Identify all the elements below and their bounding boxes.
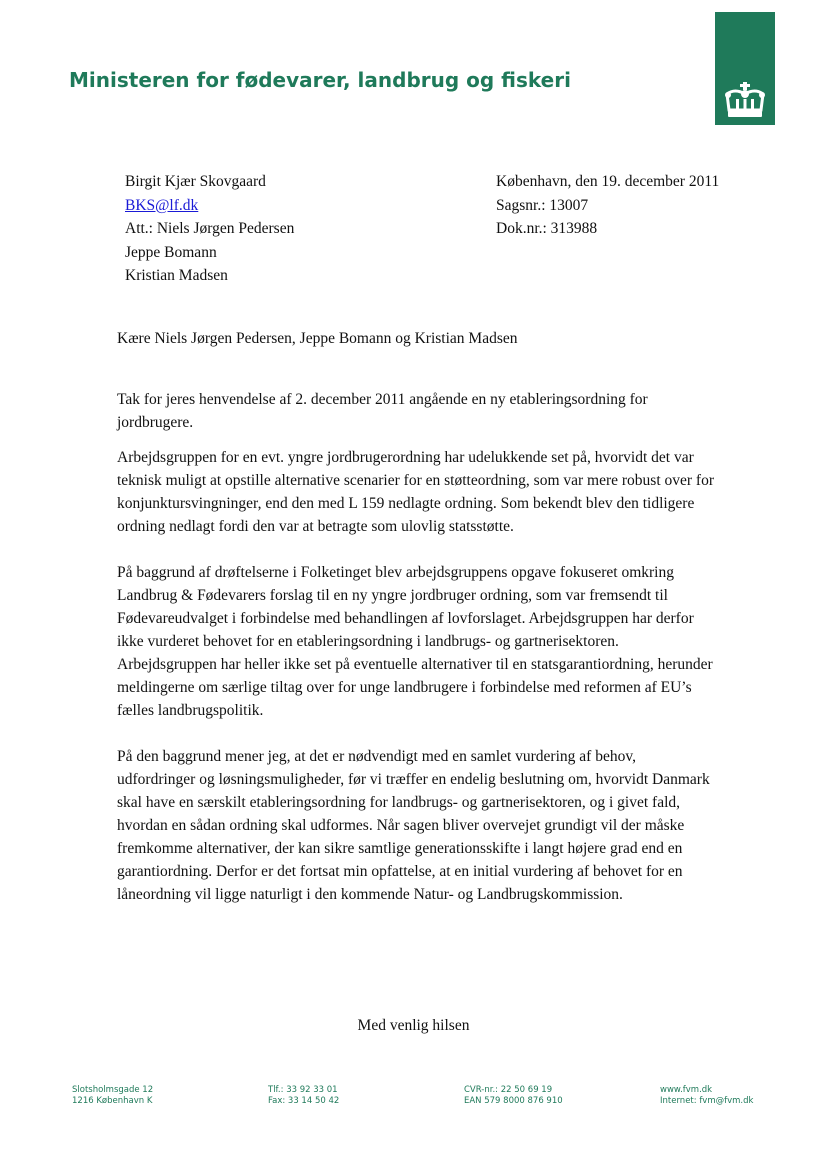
recipient-line3: Kristian Madsen	[125, 267, 228, 284]
crown-icon	[723, 82, 767, 122]
recipient-block	[125, 170, 294, 288]
footer-registration	[464, 1085, 563, 1106]
footer-fax-line: Fax: 33 14 50 42	[268, 1095, 340, 1106]
letter-body	[117, 388, 715, 906]
footer-ean: EAN 579 8000 876 910	[464, 1095, 563, 1106]
footer-phone	[268, 1085, 339, 1106]
crown-logo	[715, 12, 775, 125]
letter-meta	[496, 170, 719, 241]
footer-address-line1: Slotsholmsgade 12	[72, 1085, 154, 1095]
case-number: Sagsnr.: 13007	[496, 196, 589, 214]
footer-address-line2: 1216 København K	[72, 1095, 153, 1106]
footer-web	[660, 1085, 753, 1106]
recipient-name: Birgit Kjær Skovgaard	[125, 173, 266, 190]
recipient-email-link[interactable]: BKS@lf.dk	[125, 196, 199, 214]
footer-email[interactable]: Internet: fvm@fvm.dk	[660, 1095, 754, 1106]
salutation: Kære Niels Jørgen Pedersen, Jeppe Bomann og Kristian Madsen	[117, 330, 518, 347]
place-date: København, den 19. december 2011	[496, 173, 720, 190]
closing: Med venlig hilsen	[357, 1017, 470, 1034]
footer-phone-line: Tlf.: 33 92 33 01	[268, 1085, 338, 1095]
recipient-line2: Jeppe Bomann	[125, 243, 217, 261]
paragraph: Arbejdsgruppen for en evt. yngre jordbrugerordning har udelukkende set på, hvorvidt det var teknisk muligt at opstille alternative scenarier for en støtteordning, som var mere robust over for konjunktursvingninger, end den med L 159 nedlagte ordning. Som bekendt blev den tidligere ordning nedlagt fordi den var at betragte som ulovlig statsstøtte.	[117, 449, 715, 535]
document-number: Dok.nr.: 313988	[496, 220, 598, 237]
footer-website[interactable]: www.fvm.dk	[660, 1085, 713, 1095]
footer-cvr: CVR-nr.: 22 50 69 19	[464, 1085, 553, 1095]
recipient-att: Att.: Niels Jørgen Pedersen	[125, 220, 295, 237]
footer-address	[72, 1085, 153, 1106]
ministry-title: Ministeren for fødevarer, landbrug og fiskeri	[69, 68, 571, 92]
paragraph: På den baggrund mener jeg, at det er nødvendigt med en samlet vurdering af behov, udfordringer og løsningsmuligheder, før vi træffer en endelig beslutning om, hvorvidt Danmark skal have en særskilt etableringsordning for landbrugs- og gartnerisektoren, og i givet fald, hvordan en sådan ordning skal udformes. Når sagen bliver overvejet grundigt vil der måske fremkomme alternativer, der kan sikre samtlige generationsskifte i langt højere grad end en garantiordning. Derfor er det fortsat min opfattelse, at en initial vurdering af behovet for en låneordning vil ligge naturligt i den kommende Natur- og Landbrugskommission.	[117, 748, 710, 903]
paragraph: Tak for jeres henvendelse af 2. december 2011 angående en ny etableringsordning for jordbrugere.	[117, 391, 648, 431]
paragraph: På baggrund af drøftelserne i Folketinget blev arbejdsgruppens opgave fokuseret omkring Landbrug & Fødevarers forslag til en ny yngre jordbruger ordning, som var fremsendt til Fødevareudvalget i forbindelse med behandlingen af lovforslaget. Arbejdsgruppen har derfor ikke vurderet behovet for en etableringsordning i landbrugs- og gartnerisektoren. Arbejdsgruppen har heller ikke set på eventuelle alternativer til en statsgarantiordning, herunder meldingerne om særlige tiltag over for unge landbrugere i forbindelse med reformen af EU’s fælles landbrugspolitik.	[117, 564, 713, 719]
